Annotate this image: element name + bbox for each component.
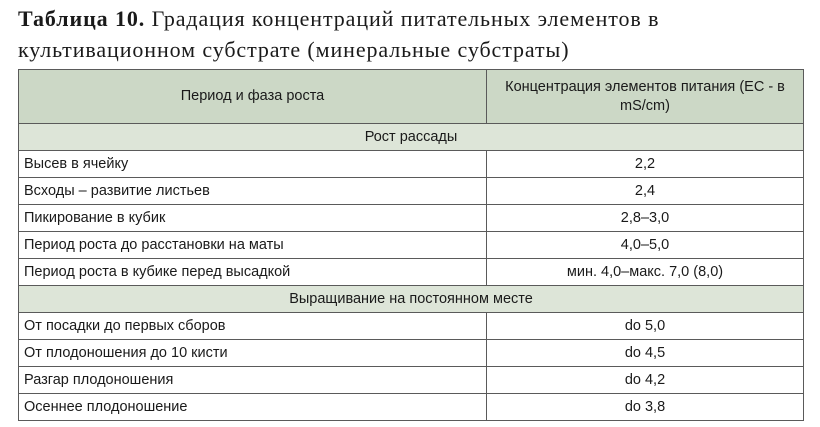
table-row xyxy=(19,232,804,259)
phase-cell: Период роста в кубике перед высадкой xyxy=(19,259,487,286)
value-cell: do 4,5 xyxy=(487,340,804,367)
table-row xyxy=(19,178,804,205)
value-cell: 2,4 xyxy=(487,178,804,205)
table-caption xyxy=(18,3,808,65)
nutrient-concentration-table xyxy=(18,69,804,421)
phase-cell: Разгар плодоношения xyxy=(19,367,487,394)
table-row xyxy=(19,313,804,340)
table-row xyxy=(19,205,804,232)
table-row xyxy=(19,394,804,421)
section-title: Выращивание на постоянном месте xyxy=(19,286,804,313)
table-row xyxy=(19,340,804,367)
table-row xyxy=(19,367,804,394)
value-cell: 2,8–3,0 xyxy=(487,205,804,232)
phase-cell: Всходы – развитие листьев xyxy=(19,178,487,205)
table-row xyxy=(19,151,804,178)
header-row xyxy=(19,70,804,124)
phase-cell: От плодоношения до 10 кисти xyxy=(19,340,487,367)
header-period-phase: Период и фаза роста xyxy=(19,70,487,124)
header-concentration: Концентрация элементов питания (EC - в mS/cm) xyxy=(487,70,804,124)
section-row-permanent-growth xyxy=(19,286,804,313)
section-row-seedlings xyxy=(19,124,804,151)
phase-cell: Период роста до расстановки на маты xyxy=(19,232,487,259)
phase-cell: От посадки до первых сборов xyxy=(19,313,487,340)
value-cell: do 3,8 xyxy=(487,394,804,421)
value-cell: 4,0–5,0 xyxy=(487,232,804,259)
value-cell: 2,2 xyxy=(487,151,804,178)
table-title: Градация концентраций питательных элементов в культивационном субстрате (минеральные субстраты) xyxy=(18,6,660,62)
value-cell: мин. 4,0–макс. 7,0 (8,0) xyxy=(487,259,804,286)
phase-cell: Пикирование в кубик xyxy=(19,205,487,232)
value-cell: do 5,0 xyxy=(487,313,804,340)
value-cell: do 4,2 xyxy=(487,367,804,394)
table-row xyxy=(19,259,804,286)
table-number: Таблица 10. xyxy=(18,6,146,31)
section-title: Рост рассады xyxy=(19,124,804,151)
phase-cell: Высев в ячейку xyxy=(19,151,487,178)
phase-cell: Осеннее плодоношение xyxy=(19,394,487,421)
